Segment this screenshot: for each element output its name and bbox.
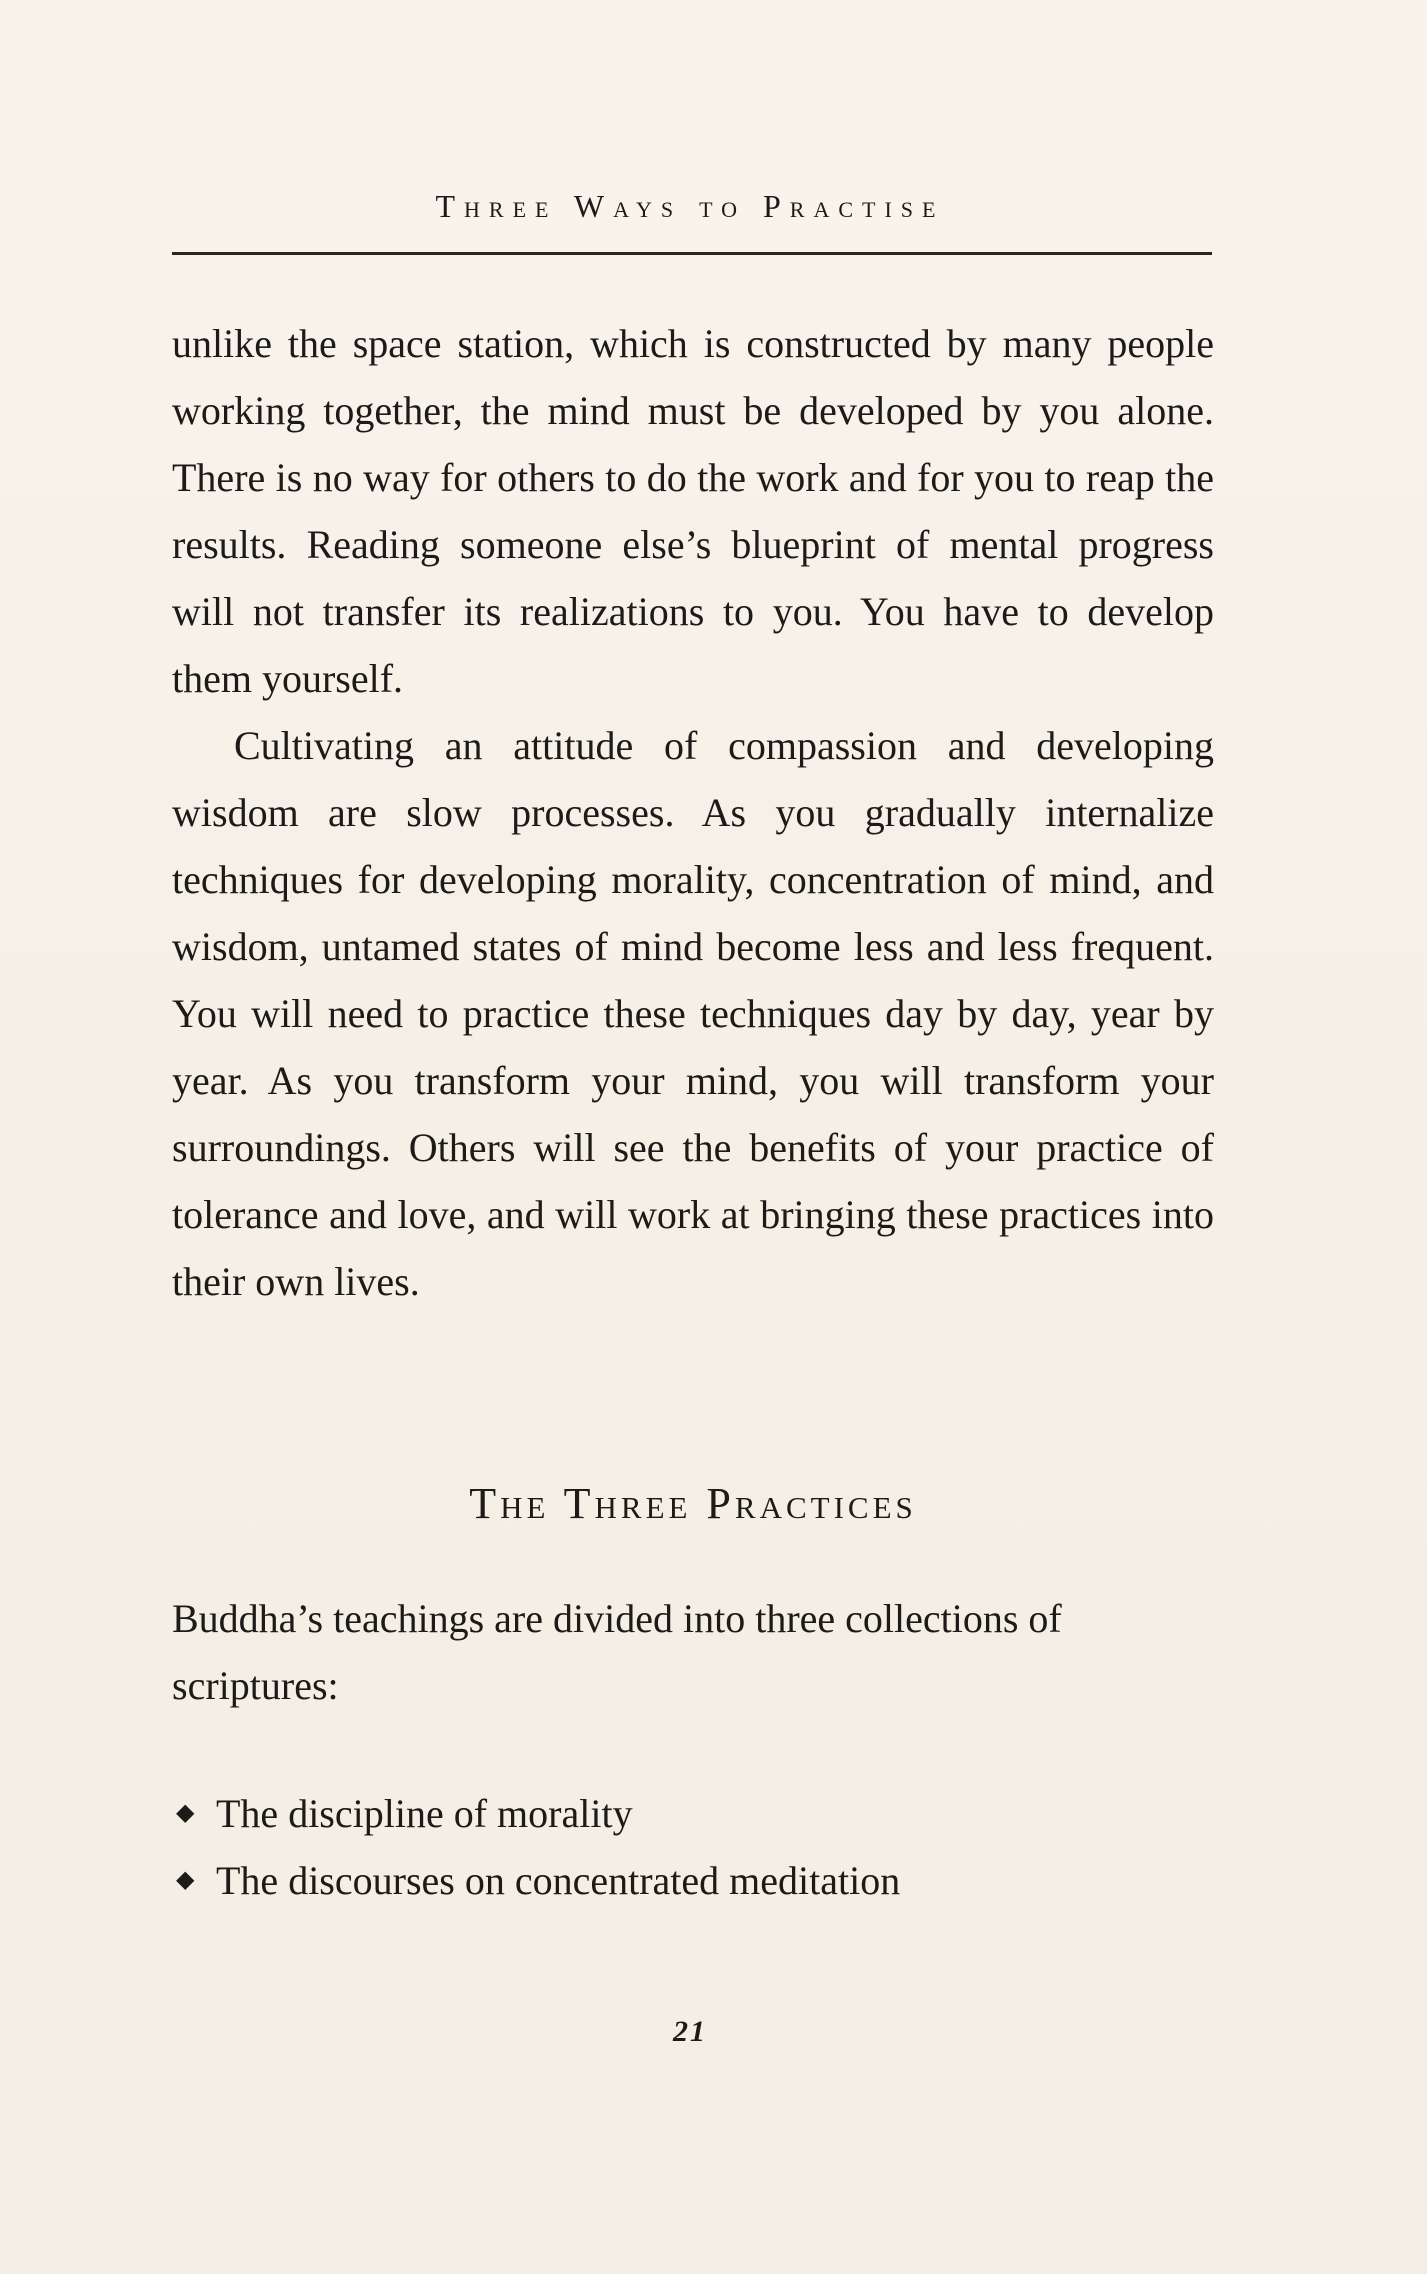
bullet-list [176,1780,1216,1914]
body-text [172,310,1214,1315]
diamond-bullet-icon: ◆ [176,1867,195,1893]
page-number: 21 [673,2015,707,2048]
paragraph-1: unlike the space station, which is constructed by many people working together, the mind must be developed by you alone. There is no way for others to do the work and for you to reap the results. Reading someone else’s blueprint of mental progress will not transfer its realizations to you. You have to develop them yourself. [172,321,1214,701]
header-rule [172,252,1212,255]
diamond-bullet-icon: ◆ [176,1800,195,1826]
section-intro: Buddha’s teachings are divided into three collections of scriptures: [172,1596,1062,1708]
list-item [176,1847,1216,1914]
running-head: Three Ways to Practise [435,188,945,224]
paragraph-2: Cultivating an attitude of compassion and developing wisdom are slow processes. As you gradually internalize techniques for developing morality, concentration of mind, and wisdom, untamed states of mind become less and less frequent. You will need to practice these techniques day by day, year by year. As you transform your mind, you will transform your surroundings. Others will see the benefits of your practice of tolerance and love, and will work at bringing these practices into their own lives. [172,723,1214,1304]
list-item [176,1780,1216,1847]
list-item-text: The discipline of morality [216,1791,633,1836]
section-heading: The Three Practices [469,1479,917,1528]
list-item-text: The discourses on concentrated meditation [216,1858,901,1903]
